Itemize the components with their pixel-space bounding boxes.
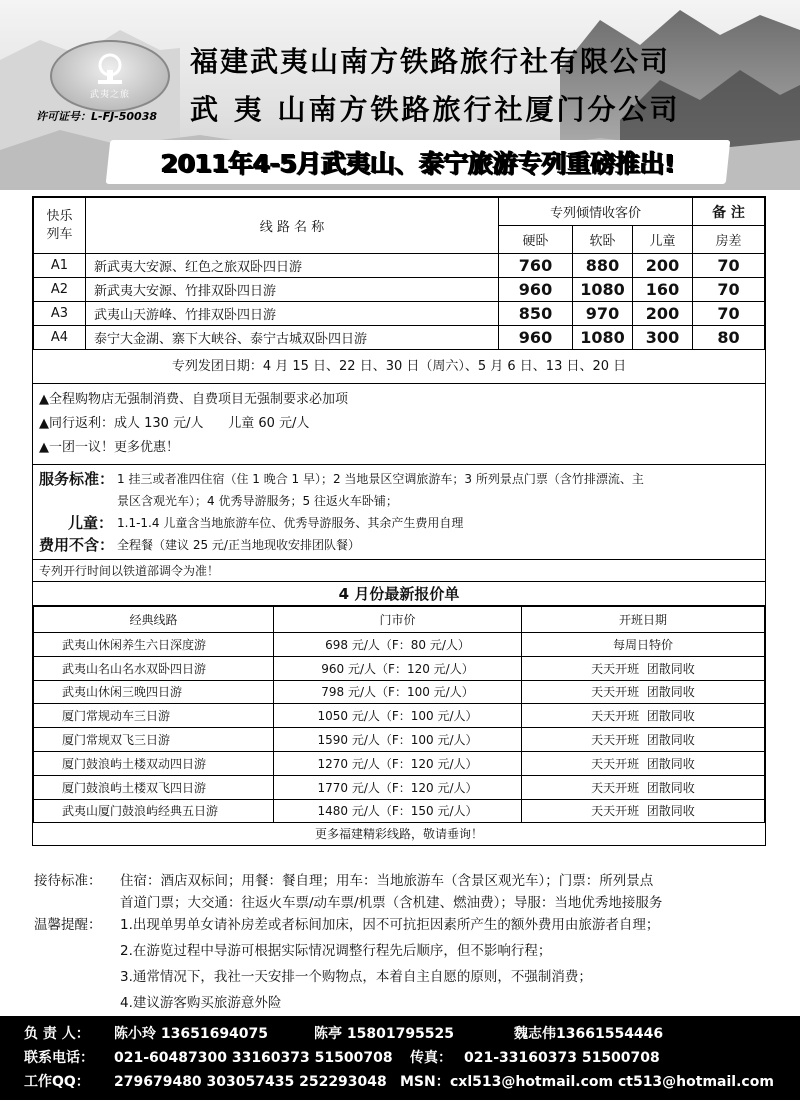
price-child: 300 bbox=[633, 326, 693, 350]
price-hard: 850 bbox=[499, 302, 573, 326]
quote-col-date: 开班日期 bbox=[522, 607, 765, 633]
child-text: 1.1-1.4 儿童含当地旅游车位、优秀导游服务、其余产生费用自理 bbox=[117, 516, 464, 530]
more-routes-note: 更多福建精彩线路，敬请垂询！ bbox=[314, 827, 483, 842]
train-id: A3 bbox=[34, 302, 86, 326]
services-block bbox=[33, 465, 765, 560]
price-diff: 70 bbox=[693, 254, 765, 278]
tip-item: 4.建议游客购买旅游意外险 bbox=[120, 995, 282, 1011]
highlight-item: ▲同行返利：成人 130 元/人 儿童 60 元/人 bbox=[39, 416, 310, 431]
price-diff: 70 bbox=[693, 302, 765, 326]
leader-contact: 陈亭 15801795525 bbox=[314, 1026, 455, 1042]
tips-label: 温馨提醒： bbox=[34, 917, 102, 933]
train-id: A4 bbox=[34, 326, 86, 350]
quote-date: 天天开班 团散同收 bbox=[522, 656, 765, 680]
quote-date: 天天开班 团散同收 bbox=[522, 775, 765, 799]
quote-date: 天天开班 团散同收 bbox=[522, 751, 765, 775]
quote-title: 4 月份最新报价单 bbox=[33, 582, 765, 606]
col-hard-header: 硬卧 bbox=[499, 226, 573, 254]
msn-label: MSN： bbox=[400, 1074, 450, 1090]
main-frame bbox=[32, 196, 766, 846]
fax-label: 传真： bbox=[410, 1050, 452, 1066]
quote-date: 每周日特价 bbox=[522, 633, 765, 657]
table-row bbox=[34, 302, 765, 326]
quote-price: 698 元/人（F：80 元/人） bbox=[274, 633, 522, 657]
schedule-note: 专列开行时间以铁道部调令为准！ bbox=[33, 560, 765, 582]
price-hard: 960 bbox=[499, 278, 573, 302]
reception-label: 接待标准： bbox=[34, 873, 102, 889]
price-hard: 760 bbox=[499, 254, 573, 278]
child-label: 儿童： bbox=[67, 514, 113, 532]
quote-date: 天天开班 团散同收 bbox=[522, 799, 765, 823]
table-row bbox=[34, 775, 765, 799]
train-id: A1 bbox=[34, 254, 86, 278]
highlights-block bbox=[33, 384, 765, 465]
quote-price: 1770 元/人（F：120 元/人） bbox=[274, 775, 522, 799]
quote-route: 武夷山休闲三晚四日游 bbox=[34, 680, 274, 704]
service-standard-text bbox=[117, 468, 759, 512]
phone-row bbox=[24, 1046, 776, 1070]
price-soft: 880 bbox=[573, 254, 633, 278]
price-soft: 1080 bbox=[573, 278, 633, 302]
train-id: A2 bbox=[34, 278, 86, 302]
fax-numbers: 021-33160373 51500708 bbox=[464, 1050, 660, 1066]
service-standard-label: 服务标准： bbox=[39, 470, 115, 488]
quote-route: 厦门鼓浪屿土楼双飞四日游 bbox=[34, 775, 274, 799]
quote-col-price: 门市价 bbox=[274, 607, 522, 633]
exclude-text: 全程餐（建议 25 元/正当地现收安排团队餐） bbox=[117, 538, 360, 552]
table-row bbox=[34, 799, 765, 823]
exclude-label: 费用不含： bbox=[39, 536, 115, 554]
quote-price: 1480 元/人（F：150 元/人） bbox=[274, 799, 522, 823]
train-table-header-row bbox=[34, 198, 765, 226]
train-route: 新武夷大安源、竹排双卧四日游 bbox=[86, 278, 499, 302]
col-soft-header: 软卧 bbox=[573, 226, 633, 254]
qq-label: 工作QQ： bbox=[24, 1074, 90, 1090]
promo-banner-title: 2011年4-5月武夷山、泰宁旅游专列重磅推出! bbox=[160, 149, 676, 178]
quote-col-route: 经典线路 bbox=[34, 607, 274, 633]
qq-numbers: 279679480 303057435 252293048 bbox=[114, 1074, 387, 1090]
table-row bbox=[34, 728, 765, 752]
table-row bbox=[34, 656, 765, 680]
table-row bbox=[34, 254, 765, 278]
tips-list bbox=[120, 914, 774, 1014]
quote-table bbox=[33, 606, 765, 823]
col-train-label: 快乐列车 bbox=[46, 208, 73, 242]
table-row bbox=[34, 633, 765, 657]
col-child-header: 儿童 bbox=[633, 226, 693, 254]
license-number: 许可证号：L-FJ-50038 bbox=[36, 110, 158, 123]
quote-route: 武夷山名山名水双卧四日游 bbox=[34, 656, 274, 680]
price-child: 200 bbox=[633, 302, 693, 326]
table-row bbox=[34, 680, 765, 704]
train-route: 新武夷大安源、红色之旅双卧四日游 bbox=[86, 254, 499, 278]
col-note-header: 备 注 bbox=[693, 198, 765, 226]
highlight-item: ▲全程购物店无强制消费、自费项目无强制要求必加项 bbox=[39, 392, 348, 407]
logo-text: 武夷之旅 bbox=[89, 90, 130, 100]
tip-item: 2.在游览过程中导游可根据实际情况调整行程先后顺序，但不影响行程； bbox=[120, 943, 552, 959]
leader-row bbox=[24, 1022, 776, 1046]
quote-date: 天天开班 团散同收 bbox=[522, 680, 765, 704]
phone-label: 联系电话： bbox=[24, 1050, 94, 1066]
header bbox=[0, 0, 800, 190]
quote-date: 天天开班 团散同收 bbox=[522, 728, 765, 752]
quote-route: 厦门常规双飞三日游 bbox=[34, 728, 274, 752]
reception-line: 住宿：酒店双标间；用餐：餐自理；用车：当地旅游车（含景区观光车）；门票：所列景点 bbox=[120, 873, 654, 889]
reception-text bbox=[120, 870, 774, 914]
col-route-header: 线 路 名 称 bbox=[86, 198, 499, 254]
quote-route: 武夷山休闲养生六日深度游 bbox=[34, 633, 274, 657]
price-soft: 970 bbox=[573, 302, 633, 326]
price-child: 160 bbox=[633, 278, 693, 302]
col-diff-header: 房差 bbox=[693, 226, 765, 254]
table-row bbox=[34, 278, 765, 302]
quote-route: 厦门鼓浪屿土楼双动四日游 bbox=[34, 751, 274, 775]
service-standard-line: 景区含观光车）；4 优秀导游服务；5 往返火车卧铺； bbox=[117, 494, 398, 508]
railway-emblem-icon bbox=[92, 52, 128, 86]
leader-contact: 陈小玲 13651694075 bbox=[114, 1026, 269, 1042]
train-route: 武夷山天游峰、竹排双卧四日游 bbox=[86, 302, 499, 326]
table-row bbox=[34, 751, 765, 775]
quote-price: 1050 元/人（F：100 元/人） bbox=[274, 704, 522, 728]
quote-header-row bbox=[34, 607, 765, 633]
quote-price: 1590 元/人（F：100 元/人） bbox=[274, 728, 522, 752]
company-logo bbox=[50, 40, 170, 112]
quote-price: 1270 元/人（F：120 元/人） bbox=[274, 751, 522, 775]
info-block bbox=[34, 870, 774, 1014]
leader-contact: 魏志伟13661554446 bbox=[514, 1026, 664, 1042]
highlight-item: ▲一团一议！更多优惠！ bbox=[39, 440, 179, 455]
company-name-branch: 武 夷 山南方铁路旅行社厦门分公司 bbox=[190, 93, 681, 126]
qq-row bbox=[24, 1070, 776, 1094]
reception-line: 首道门票；大交通：往返火车票/动车票/机票（含机建、燃油费）；导服：当地优秀地接服务 bbox=[120, 895, 663, 911]
quote-route: 厦门常规动车三日游 bbox=[34, 704, 274, 728]
company-name-main: 福建武夷山南方铁路旅行社有限公司 bbox=[190, 45, 671, 78]
train-route: 泰宁大金湖、寨下大峡谷、泰宁古城双卧四日游 bbox=[86, 326, 499, 350]
col-train-header bbox=[34, 198, 86, 254]
quote-price: 960 元/人（F：120 元/人） bbox=[274, 656, 522, 680]
price-child: 200 bbox=[633, 254, 693, 278]
departure-dates: 专列发团日期：4 月 15 日、22 日、30 日（周六）、5 月 6 日、13 日、20 日 bbox=[33, 350, 765, 384]
price-diff: 80 bbox=[693, 326, 765, 350]
phone-numbers: 021-60487300 33160373 51500708 bbox=[114, 1050, 393, 1066]
train-price-table bbox=[33, 197, 765, 350]
contact-footer bbox=[0, 1016, 800, 1100]
quote-price: 798 元/人（F：100 元/人） bbox=[274, 680, 522, 704]
tip-item: 1.出现单男单女请补房差或者标间加床，因不可抗拒因素所产生的额外费用由旅游者自理； bbox=[120, 917, 660, 933]
msn-address: cxl513@hotmail.com ct513@hotmail.com bbox=[450, 1074, 774, 1090]
service-standard-line: 1 挂三或者准四住宿（住 1 晚合 1 早）；2 当地景区空调旅游车；3 所列景点门票（含竹排漂流、主 bbox=[117, 472, 644, 486]
leader-label: 负 责 人： bbox=[24, 1026, 90, 1042]
tip-item: 3.通常情况下，我社一天安排一个购物点，本着自主自愿的原则，不强制消费； bbox=[120, 969, 592, 985]
table-row bbox=[34, 704, 765, 728]
quote-date: 天天开班 团散同收 bbox=[522, 704, 765, 728]
price-soft: 1080 bbox=[573, 326, 633, 350]
price-hard: 960 bbox=[499, 326, 573, 350]
quote-route: 武夷山厦门鼓浪屿经典五日游 bbox=[34, 799, 274, 823]
price-diff: 70 bbox=[693, 278, 765, 302]
table-row bbox=[34, 326, 765, 350]
col-price-group-header: 专列倾情收客价 bbox=[499, 198, 693, 226]
